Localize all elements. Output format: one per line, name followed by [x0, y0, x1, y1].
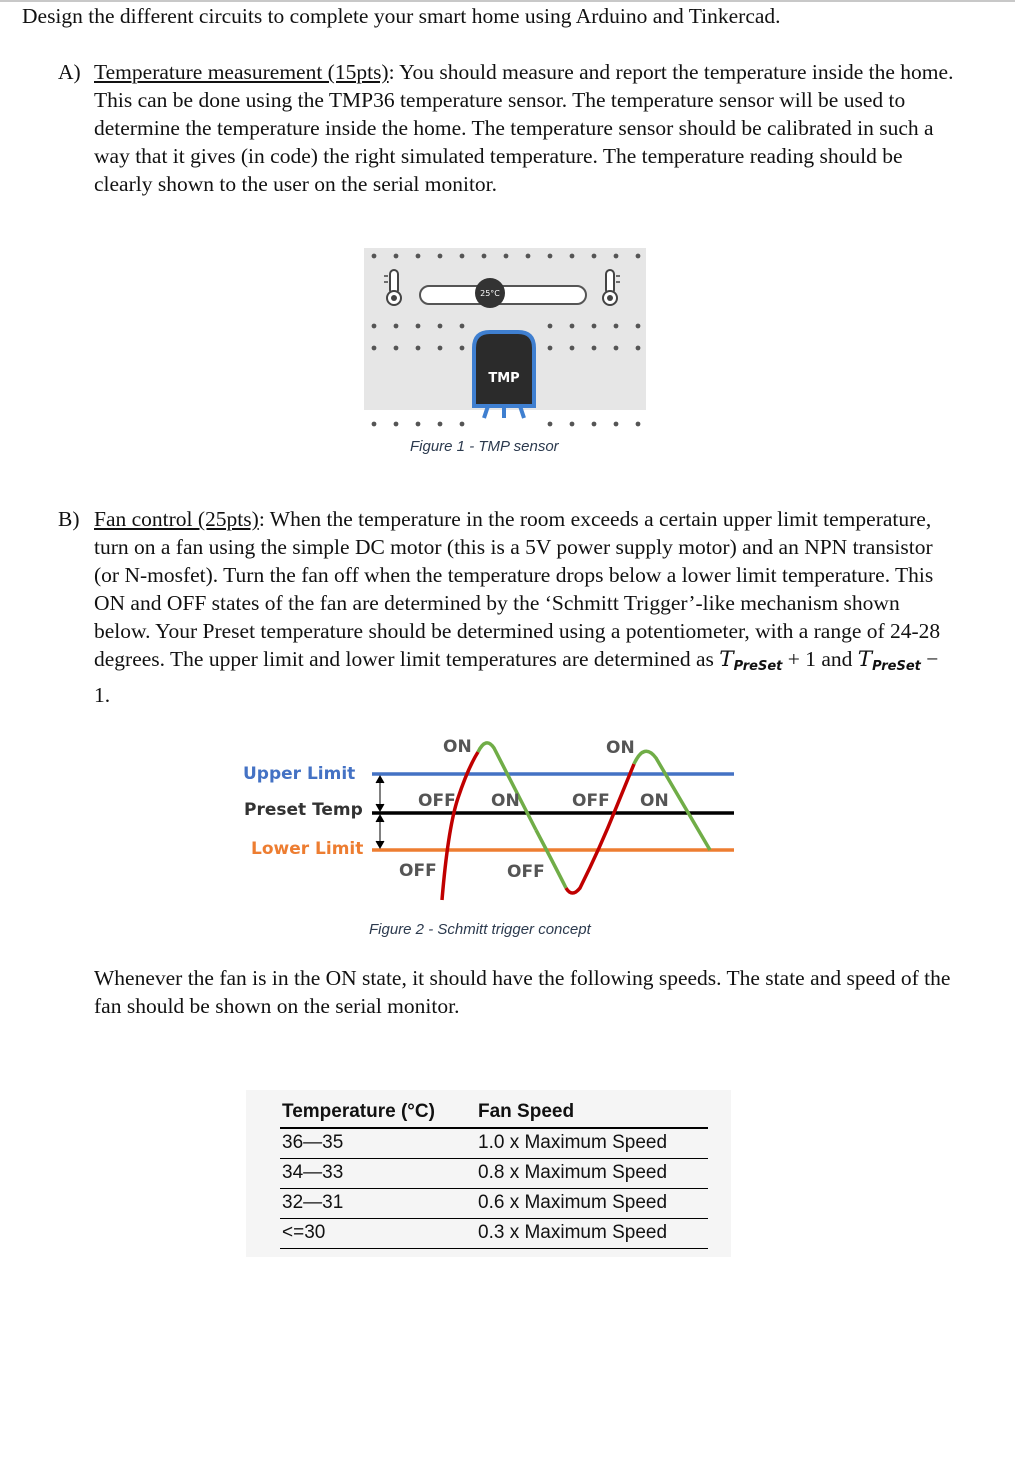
row-temperature: 36—35	[280, 1128, 476, 1159]
rising-curve-2	[566, 764, 634, 893]
section-a	[58, 58, 958, 198]
breadboard-hole	[460, 346, 465, 351]
row-fan-speed: 0.6 x Maximum Speed	[476, 1189, 708, 1219]
fan-speed-table-container	[246, 1090, 731, 1257]
lower-limit-formula: $T_{PreSet}$	[857, 647, 921, 674]
breadboard-hole	[438, 324, 443, 329]
breadboard-hole	[504, 254, 509, 259]
breadboard-hole	[636, 254, 641, 259]
table-header-row	[280, 1098, 708, 1128]
breadboard-hole	[372, 324, 377, 329]
section-b-label: B)	[58, 507, 80, 531]
breadboard-hole	[526, 254, 531, 259]
breadboard-hole	[372, 422, 377, 427]
breadboard-hole	[416, 324, 421, 329]
breadboard-hole	[438, 254, 443, 259]
state-on-4: ON	[640, 791, 669, 811]
breadboard-hole	[548, 254, 553, 259]
header-fan-speed: Fan Speed	[476, 1098, 708, 1128]
row-fan-speed: 0.8 x Maximum Speed	[476, 1159, 708, 1189]
breadboard-hole	[636, 346, 641, 351]
breadboard-hole	[636, 422, 641, 427]
upper-limit-label: Upper Limit	[243, 764, 356, 784]
state-on-3: ON	[491, 791, 520, 811]
lower-limit-label: Lower Limit	[251, 839, 364, 859]
breadboard-hole	[416, 346, 421, 351]
breadboard-hole	[614, 324, 619, 329]
table-row	[280, 1159, 708, 1189]
breadboard-hole	[614, 346, 619, 351]
breadboard-hole	[570, 422, 575, 427]
table-row	[280, 1189, 708, 1219]
breadboard-hole	[482, 254, 487, 259]
breadboard-hole	[592, 346, 597, 351]
figure-2-caption: Figure 2 - Schmitt trigger concept	[369, 921, 591, 938]
slider-value: 25°C	[480, 289, 500, 298]
row-temperature: <=30	[280, 1219, 476, 1249]
tmp36-sensor[interactable]	[474, 332, 534, 418]
state-on-2: ON	[606, 738, 635, 758]
schmitt-trigger-figure	[240, 728, 740, 908]
breadboard-hole	[416, 422, 421, 427]
breadboard-hole	[592, 254, 597, 259]
falling-curve-1	[478, 743, 536, 830]
breadboard-hole	[394, 254, 399, 259]
section-b-heading: Fan control (25pts)	[94, 507, 259, 531]
preset-temp-label: Preset Temp	[244, 800, 363, 820]
state-off-4: OFF	[507, 862, 545, 882]
breadboard-hole	[460, 422, 465, 427]
upper-limit-formula: $T_{PreSet}$	[719, 647, 783, 674]
state-off-1: OFF	[418, 791, 456, 811]
breadboard-hole	[570, 324, 575, 329]
row-fan-speed: 1.0 x Maximum Speed	[476, 1128, 708, 1159]
page-title: Design the different circuits to complete your smart home using Arduino and Tinkercad.	[22, 4, 781, 28]
figure-1-caption: Figure 1 - TMP sensor	[410, 438, 559, 455]
table-row	[280, 1128, 708, 1159]
breadboard-hole	[460, 324, 465, 329]
section-a-text: : You should measure and report the temperature inside the home. This can be done using the TMP36 temperature sensor. The temperature sensor will be used to determine the temperature inside the home. The temperature sensor should be calibrated in such a way that it gives (in code) the right simulated temperature. The temperature reading should be clearly shown to the user on the serial monitor.	[94, 60, 954, 196]
section-b-text: : When the temperature in the room exceeds a certain upper limit temperature, turn on a fan using the simple DC motor (this is a 5V power supply motor) and an NPN transistor (or N-mosfet). Turn the fan off when the temperature drops below a lower limit temperature. This ON and OFF states of the fan are determined by the ‘Schmitt Trigger’-like mechanism shown below. Your Preset temperature should be determined using a potentiometer, with a range of 24-28 degrees. The upper limit and lower limit temperatures are determined as	[94, 507, 941, 671]
state-off-2: OFF	[572, 791, 610, 811]
breadboard-hole	[394, 422, 399, 427]
breadboard-hole	[570, 346, 575, 351]
fan-speed-intro: Whenever the fan is in the ON state, it should have the following speeds. The state and speed of the fan should be shown on the serial monitor.	[94, 966, 951, 1018]
tmp-sensor-figure	[364, 248, 646, 436]
state-off-3: OFF	[399, 861, 437, 881]
row-fan-speed: 0.3 x Maximum Speed	[476, 1219, 708, 1249]
breadboard-hole	[548, 346, 553, 351]
breadboard-hole	[570, 254, 575, 259]
row-temperature: 34—33	[280, 1159, 476, 1189]
section-a-label: A)	[58, 60, 81, 84]
sensor-label: TMP	[488, 371, 520, 386]
breadboard-hole	[614, 422, 619, 427]
breadboard-hole	[548, 422, 553, 427]
header-temperature: Temperature (°C)	[280, 1098, 476, 1128]
state-on-1: ON	[443, 737, 472, 757]
section-b: B) Fan control (25pts): When the temperature in the room exceeds a certain upper limit temperature, turn on a fan using the simple DC motor (this is a 5V power supply motor) and an NPN transistor (or N-mosfet). Turn the fan off when the temperature drops below a lower limit temperature. This ON and OFF states of the fan are determined by the ‘Schmitt Trigger’-like mechanism shown below. Your Preset temperature should be determined using a potentiometer, with a range of 24-28 degrees. The upper limit and lower limit temperatures are determined as $T_{PreSet} + 1$ and $T_{PreSet} - 1$.	[58, 507, 941, 707]
breadboard-hole	[394, 346, 399, 351]
breadboard-hole	[592, 324, 597, 329]
breadboard-hole	[438, 422, 443, 427]
fan-speed-table	[280, 1098, 708, 1249]
breadboard-hole	[416, 254, 421, 259]
breadboard-hole	[372, 346, 377, 351]
table-row	[280, 1219, 708, 1249]
breadboard-hole	[438, 346, 443, 351]
breadboard-hole	[394, 324, 399, 329]
section-a-heading: Temperature measurement (15pts)	[94, 60, 389, 84]
breadboard-hole	[460, 254, 465, 259]
breadboard-hole	[614, 254, 619, 259]
top-rule	[0, 0, 1015, 2]
breadboard-hole	[636, 324, 641, 329]
row-temperature: 32—31	[280, 1189, 476, 1219]
breadboard-hole	[548, 324, 553, 329]
breadboard-hole	[592, 422, 597, 427]
breadboard-hole	[372, 254, 377, 259]
